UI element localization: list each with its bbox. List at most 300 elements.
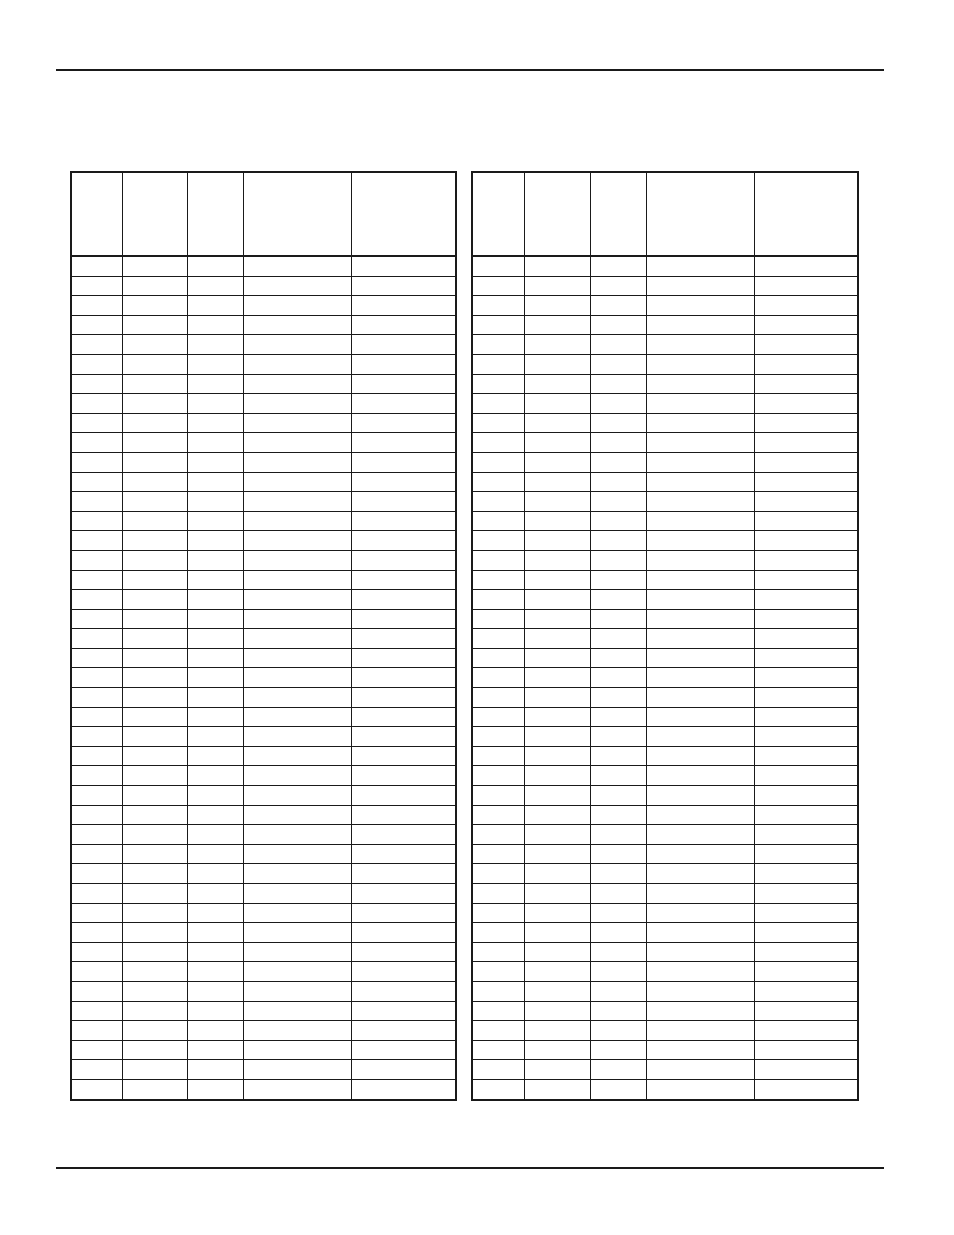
table-row [71,746,456,766]
table-cell [524,374,590,394]
table-cell [243,354,351,374]
table-cell [524,805,590,825]
table-cell [472,472,524,492]
table-cell [590,354,646,374]
table-cell [243,629,351,649]
table-cell [754,276,858,296]
table-row [71,923,456,943]
table-cell [590,629,646,649]
table-row [472,256,858,276]
table-row [472,1060,858,1080]
table-cell [187,1001,243,1021]
table-cell [243,962,351,982]
table-cell [754,413,858,433]
table-cell [243,825,351,845]
table-cell [524,825,590,845]
table-cell [351,433,456,453]
table-cell [243,844,351,864]
table-cell [754,256,858,276]
table-cell [590,1001,646,1021]
table-row [71,531,456,551]
column-header [524,172,590,256]
table-cell [351,648,456,668]
table-cell [590,942,646,962]
table-cell [754,629,858,649]
table-cell [472,786,524,806]
table-cell [243,648,351,668]
table-cell [187,805,243,825]
right-table-body [472,256,858,1100]
table-cell [472,1040,524,1060]
table-cell [524,413,590,433]
table-cell [71,296,122,316]
header-rule [56,69,884,71]
table-cell [472,707,524,727]
table-cell [646,825,754,845]
table-cell [590,609,646,629]
column-header [754,172,858,256]
table-cell [646,707,754,727]
table-cell [243,1040,351,1060]
table-row [71,1040,456,1060]
table-cell [472,923,524,943]
table-row [71,1001,456,1021]
table-cell [754,315,858,335]
table-cell [590,825,646,845]
table-row [472,707,858,727]
table-cell [187,942,243,962]
table-cell [646,1040,754,1060]
table-row [472,1040,858,1060]
table-cell [351,1060,456,1080]
table-cell [524,962,590,982]
table-row [71,805,456,825]
table-cell [243,805,351,825]
table-cell [524,786,590,806]
table-cell [71,472,122,492]
table-cell [187,766,243,786]
table-cell [187,1040,243,1060]
table-cell [524,942,590,962]
table-cell [187,296,243,316]
table-row [472,570,858,590]
table-cell [122,354,187,374]
table-cell [351,452,456,472]
table-cell [122,315,187,335]
table-cell [472,492,524,512]
table-cell [122,688,187,708]
table-cell [187,1021,243,1041]
table-cell [71,981,122,1001]
table-cell [187,962,243,982]
table-cell [243,413,351,433]
table-cell [187,570,243,590]
table-cell [472,1001,524,1021]
table-cell [646,648,754,668]
table-cell [590,688,646,708]
table-cell [754,923,858,943]
table-cell [351,707,456,727]
table-row [71,942,456,962]
table-cell [472,1021,524,1041]
table-row [71,433,456,453]
table-cell [187,335,243,355]
table-cell [524,629,590,649]
table-cell [754,590,858,610]
table-cell [754,296,858,316]
table-cell [122,374,187,394]
table-cell [243,511,351,531]
table-cell [754,688,858,708]
table-cell [646,981,754,1001]
table-cell [472,413,524,433]
table-cell [187,354,243,374]
table-cell [754,1021,858,1041]
table-cell [351,492,456,512]
table-cell [243,492,351,512]
table-cell [71,923,122,943]
table-cell [754,942,858,962]
table-cell [472,433,524,453]
table-cell [472,1060,524,1080]
table-cell [187,433,243,453]
table-row [472,472,858,492]
table-row [472,903,858,923]
table-cell [122,923,187,943]
table-cell [590,786,646,806]
left-table-body [71,256,456,1100]
table-cell [590,923,646,943]
table-cell [524,1001,590,1021]
table-cell [122,1040,187,1060]
table-cell [590,844,646,864]
table-cell [590,394,646,414]
table-cell [472,942,524,962]
table-cell [71,805,122,825]
table-cell [472,590,524,610]
table-cell [754,492,858,512]
table-cell [646,492,754,512]
table-cell [646,256,754,276]
table-cell [243,688,351,708]
table-row [472,609,858,629]
table-cell [122,296,187,316]
table-cell [590,805,646,825]
table-cell [754,707,858,727]
table-cell [754,648,858,668]
table-cell [754,962,858,982]
table-cell [472,844,524,864]
table-cell [71,786,122,806]
table-cell [243,570,351,590]
table-row [472,492,858,512]
table-cell [71,864,122,884]
table-cell [122,786,187,806]
column-header [187,172,243,256]
table-row [472,844,858,864]
table-cell [472,609,524,629]
table-cell [351,629,456,649]
table-cell [472,256,524,276]
table-cell [646,531,754,551]
table-cell [243,746,351,766]
table-row [472,531,858,551]
table-cell [71,727,122,747]
table-cell [524,648,590,668]
table-cell [351,590,456,610]
table-cell [472,648,524,668]
table-cell [646,1001,754,1021]
table-cell [524,668,590,688]
table-cell [351,394,456,414]
table-cell [754,550,858,570]
table-cell [590,335,646,355]
table-cell [646,668,754,688]
table-cell [351,884,456,904]
table-row [71,629,456,649]
table-row [472,335,858,355]
table-cell [351,354,456,374]
column-header [243,172,351,256]
table-cell [590,550,646,570]
table-row [71,688,456,708]
table-cell [472,296,524,316]
table-cell [187,609,243,629]
table-cell [754,511,858,531]
table-cell [122,884,187,904]
table-row [472,550,858,570]
table-cell [524,570,590,590]
table-cell [590,413,646,433]
table-cell [187,884,243,904]
table-cell [243,864,351,884]
table-cell [71,1079,122,1099]
table-cell [472,746,524,766]
table-cell [243,590,351,610]
table-cell [71,884,122,904]
table-cell [590,452,646,472]
table-cell [646,766,754,786]
table-cell [646,413,754,433]
table-cell [472,452,524,472]
table-cell [472,727,524,747]
table-cell [646,276,754,296]
table-cell [754,570,858,590]
table-cell [524,981,590,1001]
table-row [472,413,858,433]
table-cell [243,727,351,747]
table-row [472,923,858,943]
table-row [71,766,456,786]
table-row [71,256,456,276]
table-cell [122,629,187,649]
table-row [472,884,858,904]
table-row [472,766,858,786]
table-row [472,394,858,414]
table-cell [754,531,858,551]
table-cell [754,903,858,923]
table-cell [243,942,351,962]
column-header [590,172,646,256]
table-row [71,413,456,433]
table-cell [187,472,243,492]
table-cell [351,1001,456,1021]
table-cell [754,472,858,492]
table-cell [472,805,524,825]
table-cell [754,433,858,453]
table-cell [243,531,351,551]
table-cell [524,727,590,747]
table-cell [351,962,456,982]
table-row [472,315,858,335]
table-cell [590,570,646,590]
table-cell [122,864,187,884]
table-cell [122,825,187,845]
table-cell [243,452,351,472]
table-cell [71,1040,122,1060]
table-cell [187,981,243,1001]
table-cell [590,1021,646,1041]
table-cell [590,1079,646,1099]
table-cell [71,1021,122,1041]
table-cell [187,923,243,943]
table-cell [187,394,243,414]
table-cell [71,394,122,414]
table-cell [122,394,187,414]
table-cell [122,844,187,864]
table-cell [122,570,187,590]
table-cell [646,746,754,766]
table-row [71,394,456,414]
table-cell [122,1060,187,1080]
table-row [71,1060,456,1080]
column-header [122,172,187,256]
table-cell [524,492,590,512]
table-cell [187,374,243,394]
table-cell [122,452,187,472]
table-cell [754,805,858,825]
table-cell [243,609,351,629]
table-cell [646,629,754,649]
table-cell [590,727,646,747]
table-cell [243,1001,351,1021]
table-cell [754,844,858,864]
table-cell [351,1021,456,1041]
table-cell [524,354,590,374]
table-cell [472,981,524,1001]
table-cell [122,766,187,786]
table-cell [187,786,243,806]
table-cell [754,374,858,394]
table-row [472,1001,858,1021]
table-cell [472,511,524,531]
table-cell [122,648,187,668]
table-cell [351,1079,456,1099]
table-cell [646,590,754,610]
table-cell [122,727,187,747]
table-cell [472,903,524,923]
table-cell [646,472,754,492]
table-row [71,668,456,688]
table-cell [122,962,187,982]
table-cell [351,570,456,590]
table-cell [122,707,187,727]
table-cell [754,825,858,845]
table-cell [71,766,122,786]
table-cell [524,1060,590,1080]
table-row [71,903,456,923]
table-cell [187,550,243,570]
table-cell [590,766,646,786]
table-cell [754,668,858,688]
table-row [472,688,858,708]
table-cell [754,864,858,884]
table-cell [590,433,646,453]
table-cell [646,609,754,629]
table-row [71,1021,456,1041]
table-cell [71,688,122,708]
table-cell [524,707,590,727]
table-cell [646,844,754,864]
table-cell [122,550,187,570]
table-row [71,570,456,590]
table-cell [646,335,754,355]
table-row [472,746,858,766]
table-cell [243,668,351,688]
table-cell [646,688,754,708]
table-cell [243,981,351,1001]
table-row [71,296,456,316]
table-cell [71,550,122,570]
table-cell [71,433,122,453]
table-row [472,452,858,472]
table-cell [754,1001,858,1021]
table-cell [590,962,646,982]
table-cell [71,452,122,472]
table-cell [646,570,754,590]
table-cell [524,864,590,884]
table-cell [646,315,754,335]
table-cell [351,688,456,708]
table-cell [646,433,754,453]
table-cell [122,1021,187,1041]
table-row [472,374,858,394]
table-cell [122,1001,187,1021]
table-cell [472,374,524,394]
table-cell [71,374,122,394]
table-cell [590,884,646,904]
table-cell [524,746,590,766]
table-cell [122,256,187,276]
table-cell [122,609,187,629]
table-row [472,1079,858,1099]
table-row [71,511,456,531]
table-cell [187,276,243,296]
table-cell [351,1040,456,1060]
footer-rule [56,1167,884,1169]
table-cell [187,315,243,335]
table-row [472,727,858,747]
table-cell [646,1021,754,1041]
table-cell [524,511,590,531]
table-cell [524,1040,590,1060]
table-cell [71,942,122,962]
table-cell [122,942,187,962]
table-cell [524,884,590,904]
table-cell [122,413,187,433]
table-cell [524,1021,590,1041]
column-header [472,172,524,256]
